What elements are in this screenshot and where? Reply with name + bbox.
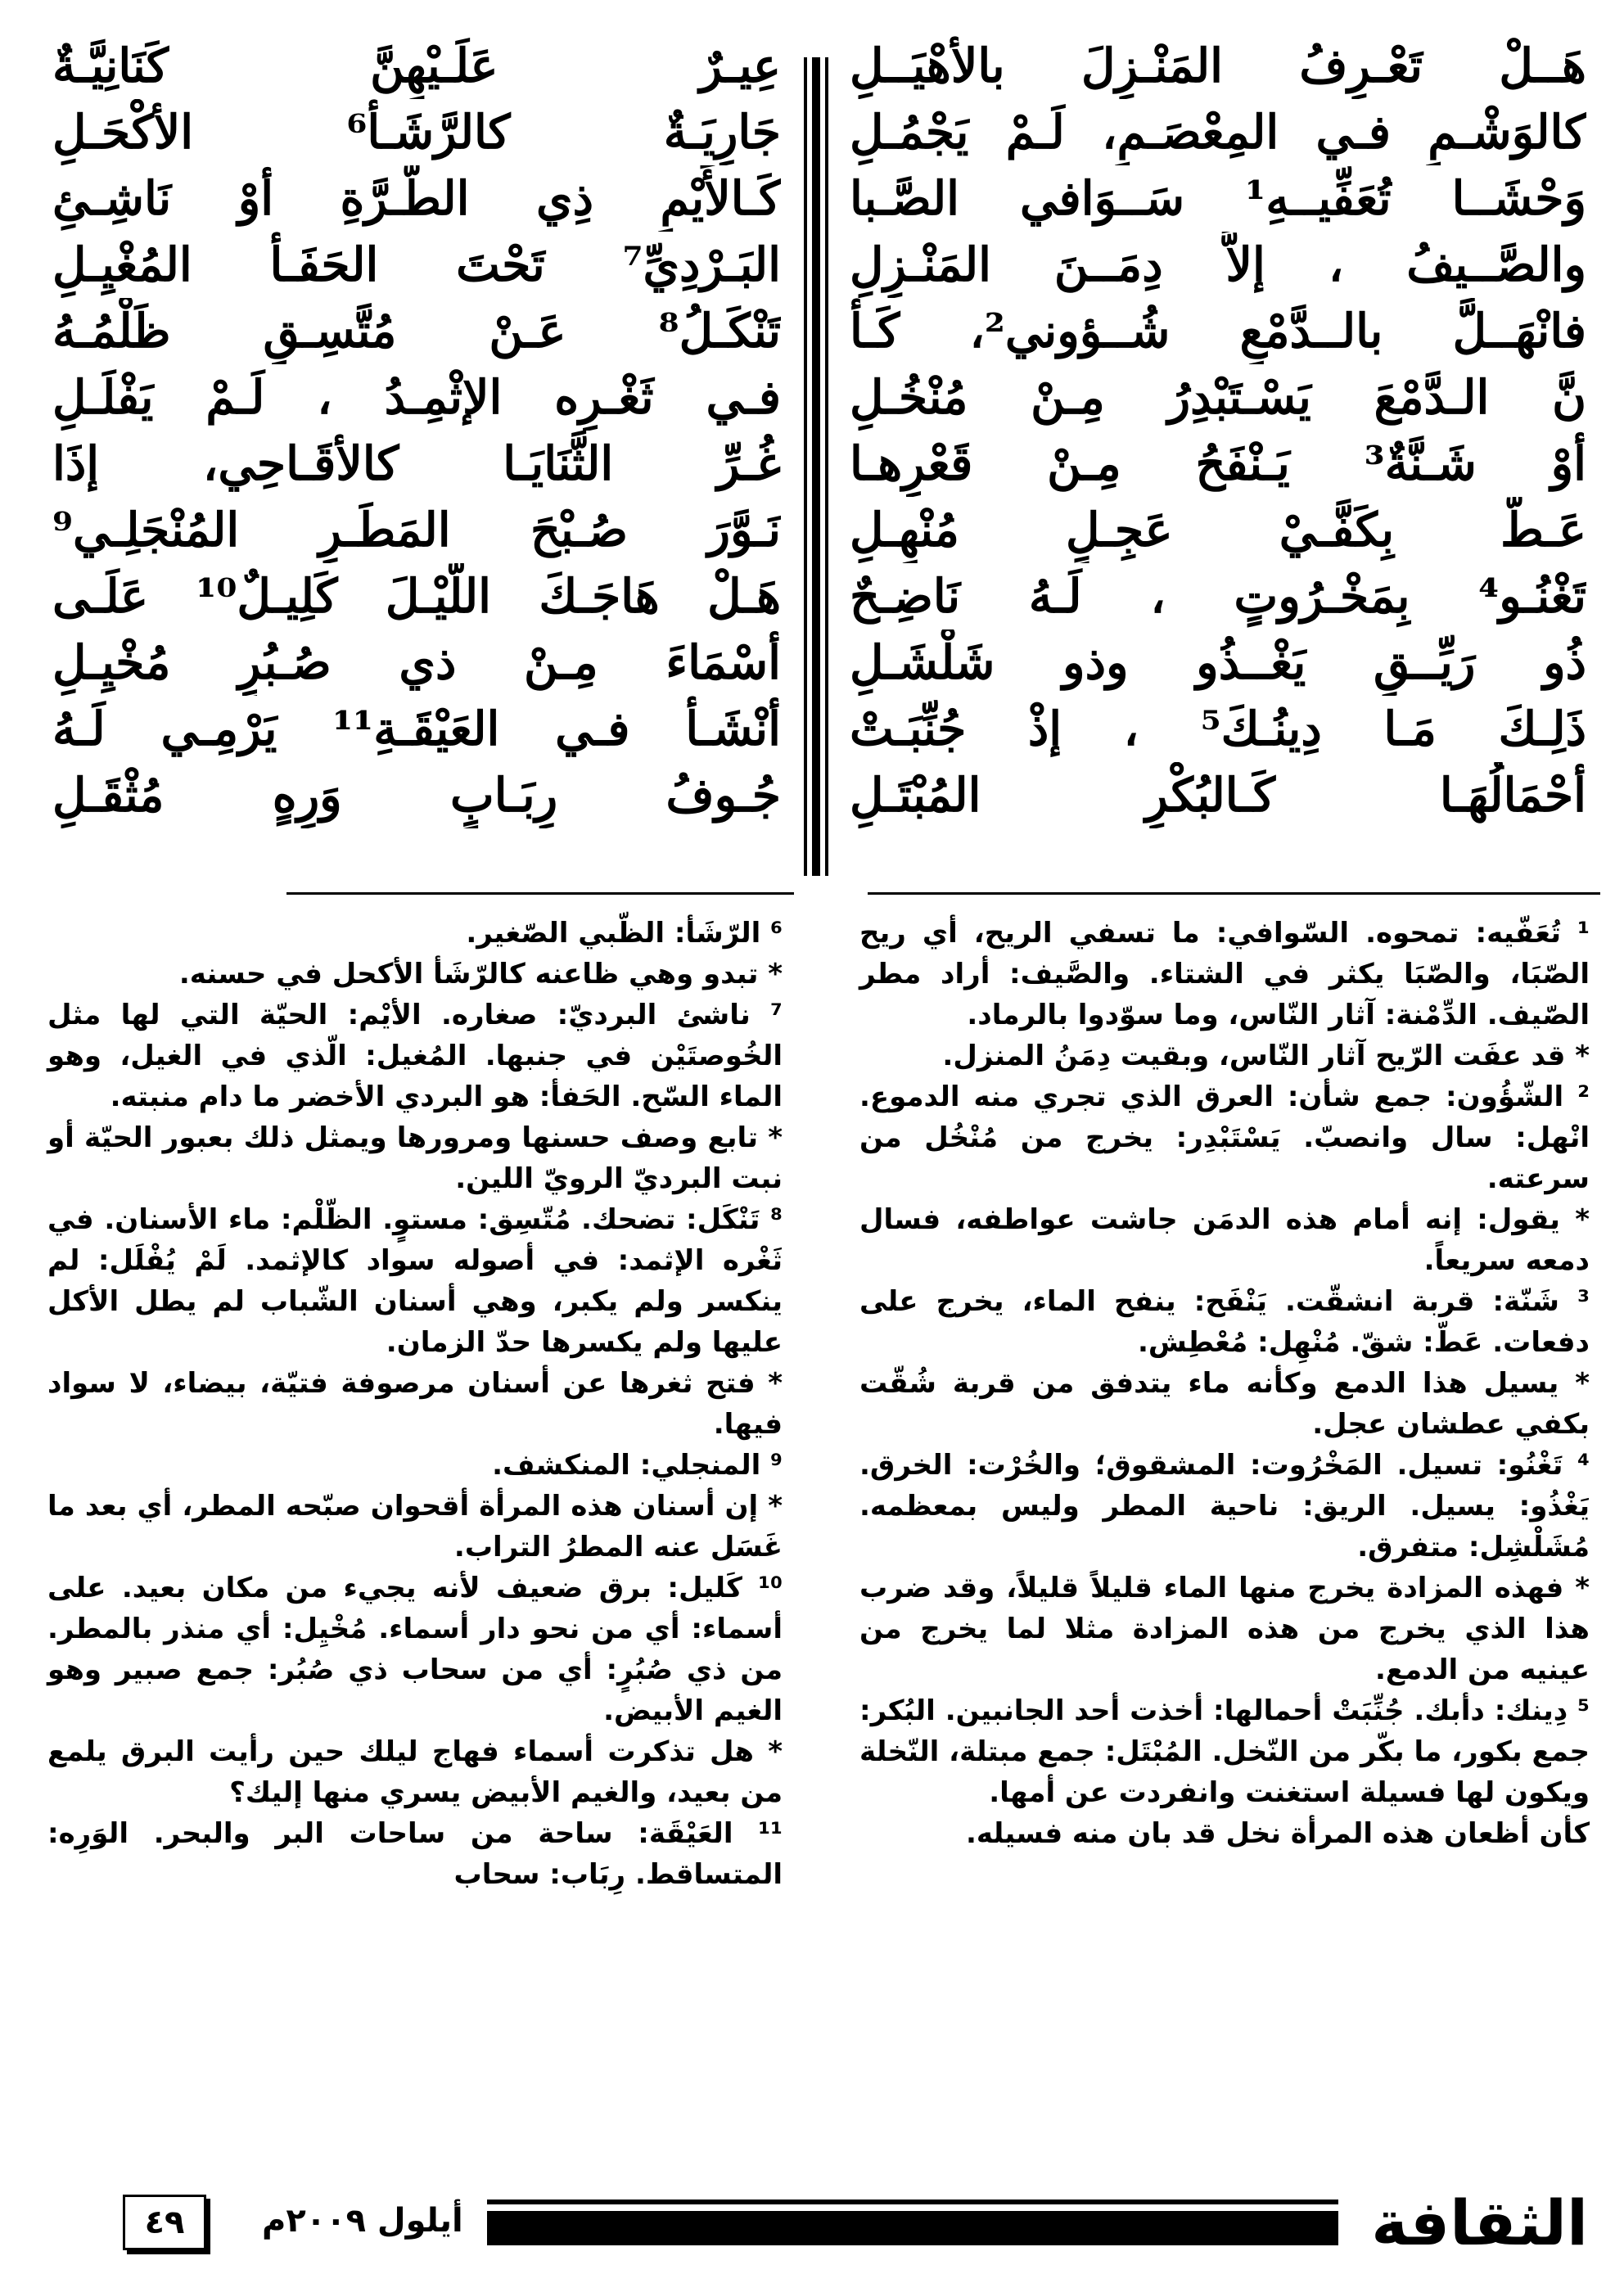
column-divider (825, 57, 828, 876)
footnote-commentary: * فهذه المزادة يخرج منها الماء قليلاً قليلاً، وقد ضرب هذا الذي يخرج من هذه المزادة مثلا لما يخرج من عينيه من الدمع. (859, 1572, 1590, 1686)
verse-line: تَنْكَـلُ⁸ عَـنْ مُتَّسِـقٍ ظَلْمُـهُ (52, 304, 781, 359)
footnote: ² الشّؤُون: جمع شأن: العرق الذي تجري منه الدموع. انْهل: سال وانصبّ. يَسْتَبْدِر: يخرج من مُنْخُل من سرعته. (859, 1081, 1590, 1195)
footnote: ³ شَنّة: قربة انشقّت. يَنْفَح: ينفح الماء، يخرج على دفعات. عَطّ: شقّ. مُنْهِل: مُعْطِش. (859, 1285, 1590, 1359)
footer-bar (487, 2211, 1338, 2245)
footnote: ⁴ تَغْنُو: تسيل. المَخْرُوت: المشقوق؛ والخُرْت: الخرق. يَغْذُو: يسيل. الريق: ناحية المطر وليس بمعظمه. مُشَلْشِل: متفرق. (859, 1449, 1590, 1563)
page-footer (123, 2181, 1588, 2272)
verse-line: هَــلْ تَعْـرِفُ المَنْـزِلَ بالأهْيَــلِ (850, 38, 1586, 93)
footnote: ¹⁰ كَليل: برق ضعيف لأنه يجيء من مكان بعيد. على أسماء: أي من نحو دار أسماء. مُخْيِل: أي منذر بالمطر. من ذي صُبُرٍ: أي من سحاب ذي صُبُر: جمع صبير وهو الغيم الأبيض. (47, 1572, 783, 1727)
verse-line: البَـرْدِيِّ⁷ تَحْتَ الحَفَـأ المُغْيِـلِ (52, 237, 781, 292)
verse-line: أنْشَـأ فـي العَيْقَـةِ¹¹ يَرْمِـي لَـهُ (52, 702, 781, 756)
verse-line: نَّ الـدَّمْعَ يَسْـتَبْدِرُ مِـنْ مُنْخُـلِ (850, 370, 1586, 425)
verse-line: والصَّــيفُ ، إلاَّ دِمَــنَ المَنْـزِلِ (850, 237, 1586, 292)
footnote: ¹ تُعَفّيه: تمحوه. السّوافي: ما تسفي الريح، أي ريح الصّبَا، والصّبَا يكثر في الشتاء. والصَّيف: أراد مطر الصّيف. الدِّمْنة: آثار النّاس، وما سوّدوا بالرماد. (859, 917, 1590, 1031)
footnote-commentary: * يسيل هذا الدمع وكأنه ماء يتدفق من قربة شُقّت بكفي عطشان عجل. (859, 1367, 1590, 1441)
verse-line: وَحْشَــا تُعَفِّيــهِ¹ سَــوَافي الصَّـبا (850, 171, 1586, 226)
column-divider (812, 57, 820, 876)
verse-line: عِيـرٌ عَلَـيْهِنَّ كَنَانِيَّـةٌ (52, 38, 781, 93)
footnote-commentary: * إن أسنان هذه المرأة أقحوان صبّحه المطر، أي بعد ما غَسَل عنه المطرُ التراب. (47, 1490, 783, 1563)
footnote-commentary: كأن أظعان هذه المرأة نخل قد بان منه فسيله. (965, 1817, 1590, 1850)
footnote-separator-left (286, 892, 794, 895)
footnote-commentary: * يقول: إنه أمام هذه الدمَن جاشت عواطفه، فسال دمعه سريعاً. (859, 1203, 1590, 1277)
footnote-commentary: * تابع وصف حسنها ومرورها ويمثل ذلك بعبور الحيّة أو نبت البرديّ الرويّ اللين. (47, 1121, 783, 1195)
verse-line: جَارِيَـةٌ كالرَّشَـأ⁶ الأكْحَـلِ (52, 105, 781, 160)
verse-line: أسْمَاءَ مِـنْ ذي صُـبُرٍ مُخْيِـلِ (52, 635, 781, 690)
issue-date: أيلول ٢٠٠٩م (262, 2202, 463, 2240)
footnotes-right (859, 913, 1590, 1854)
verse-line: هَـلْ هَاجَـكَ اللَّيْـلَ كَلِيـلٌ¹⁰ عَلَـى (52, 569, 781, 624)
verse-line: جُـوفُ رِبَـابٍ وَرِهٍ مُثْقَـلِ (52, 768, 781, 823)
verse-line: ذُو رَيِّــقٍ يَغْــذُو وذو شَلْشَـلِ (850, 635, 1586, 690)
footnote: ⁶ الرّشَأ: الظّبي الصّغير. (466, 917, 783, 950)
footnote: ⁵ دِينك: دأبك. جُنِّبَتْ أحمالها: أخذت أحد الجانبين. البُكر: جمع بكور، ما بكّر من النّخل. المُبْتَل: جمع مبتلة، النّخلة ويكون لها فسيلة استغنت وانفردت عن أمها. (859, 1694, 1590, 1809)
footer-rule (487, 2200, 1338, 2204)
footnote-commentary: * تبدو وهي ظاعنه كالرّشَأ الأكحل في حسنه. (178, 958, 783, 990)
verse-line: كَـالأَيْمِ ذِي الطُّـرَّةِ أوْ نَاشِـئِ (52, 171, 781, 226)
footnote: ⁸ تَنْكَل: تضحك. مُتّسِق: مستوٍ. الظّلْم: ماء الأسنان. في ثَغْره الإثمد: في أصوله سواد كالإثمد. لَمْ يُفْلَل: لم ينكسر ولم يكبر، وهي أسنان الشّباب لم يطل الأكل عليها ولم يكسرها حدّ الزمان. (47, 1203, 783, 1359)
footnote-separator-right (868, 892, 1600, 895)
footnote-commentary: * قد عفَت الرّيح آثار النّاس، وبقيت دِمَنُ المنزل. (942, 1040, 1590, 1072)
verse-line: ذَلِـكَ مَـا دِينُـكَ⁵ ، إذْ جُنِّبَـتْ (850, 702, 1586, 756)
verse-line: فانْهَــلَّ بالــدَّمْعِ شُــؤوني²، كَـأَ (850, 304, 1586, 359)
footnote: ⁷ ناشئ البرديّ: صغاره. الأيْم: الحيّة التي لها مثل الخُوصتَيْن في جنبها. المُغيل: الّذي في الغيل، وهو الماء السّح. الحَفأ: هو البردي الأخضر ما دام منبته. (47, 999, 783, 1113)
page-number: ٤٩ (123, 2195, 206, 2250)
column-divider (804, 57, 807, 876)
footnote: ⁹ المنجلي: المنكشف. (492, 1449, 783, 1482)
footnotes-left (47, 913, 783, 1895)
verse-line: غُـرِّ الثَّنَايَـا كالأقَـاحِي، إذَا (52, 436, 781, 491)
verse-line: كالوَشْـمِ فـي المِعْصَـمِ، لَـمْ يَجْمُـلِ (850, 105, 1586, 160)
footnote-commentary: * هل تذكرت أسماء فهاج ليلك حين رأيت البرق يلمع من بعيد، والغيم الأبيض يسري منها إليك؟ (47, 1735, 783, 1809)
poem-column-right (850, 33, 1586, 828)
footnote-commentary: * فتح ثغرها عن أسنان مرصوفة فتيّة، بيضاء، لا سواد فيها. (47, 1367, 783, 1441)
verse-line: فـي ثَغْـرِه الإثْمِـدُ ، لَـمْ يَفْلَـلِ (52, 370, 781, 425)
verse-line: أوْ شَـنَّةٌ³ يَـنْفَحُ مِـنْ قَعْرِهـا (850, 436, 1586, 491)
verse-line: عَـطٌّ بِكَفَّـيْ عَجِـلٍ مُنْهِـلِ (850, 503, 1586, 557)
verse-line: أحْمَالُهَـا كَـالبُكْرِ المُبْتَـلِ (850, 768, 1586, 823)
magazine-logo: الثقافة (1371, 2186, 1588, 2259)
verse-line: نَـوَّرَ صُـبْحَ المَطَـرِ المُنْجَلِـي⁹ (52, 503, 781, 557)
verse-line: تَغْنُـو⁴ بِمَخْـرُوتٍ ، لَـهُ نَاضِـحٌ (850, 569, 1586, 624)
poem-column-left (52, 33, 781, 828)
footnote: ¹¹ العَيْقَة: ساحة من ساحات البر والبحر. الوَرِه: المتساقط. رِبَاب: سحاب (47, 1817, 783, 1891)
